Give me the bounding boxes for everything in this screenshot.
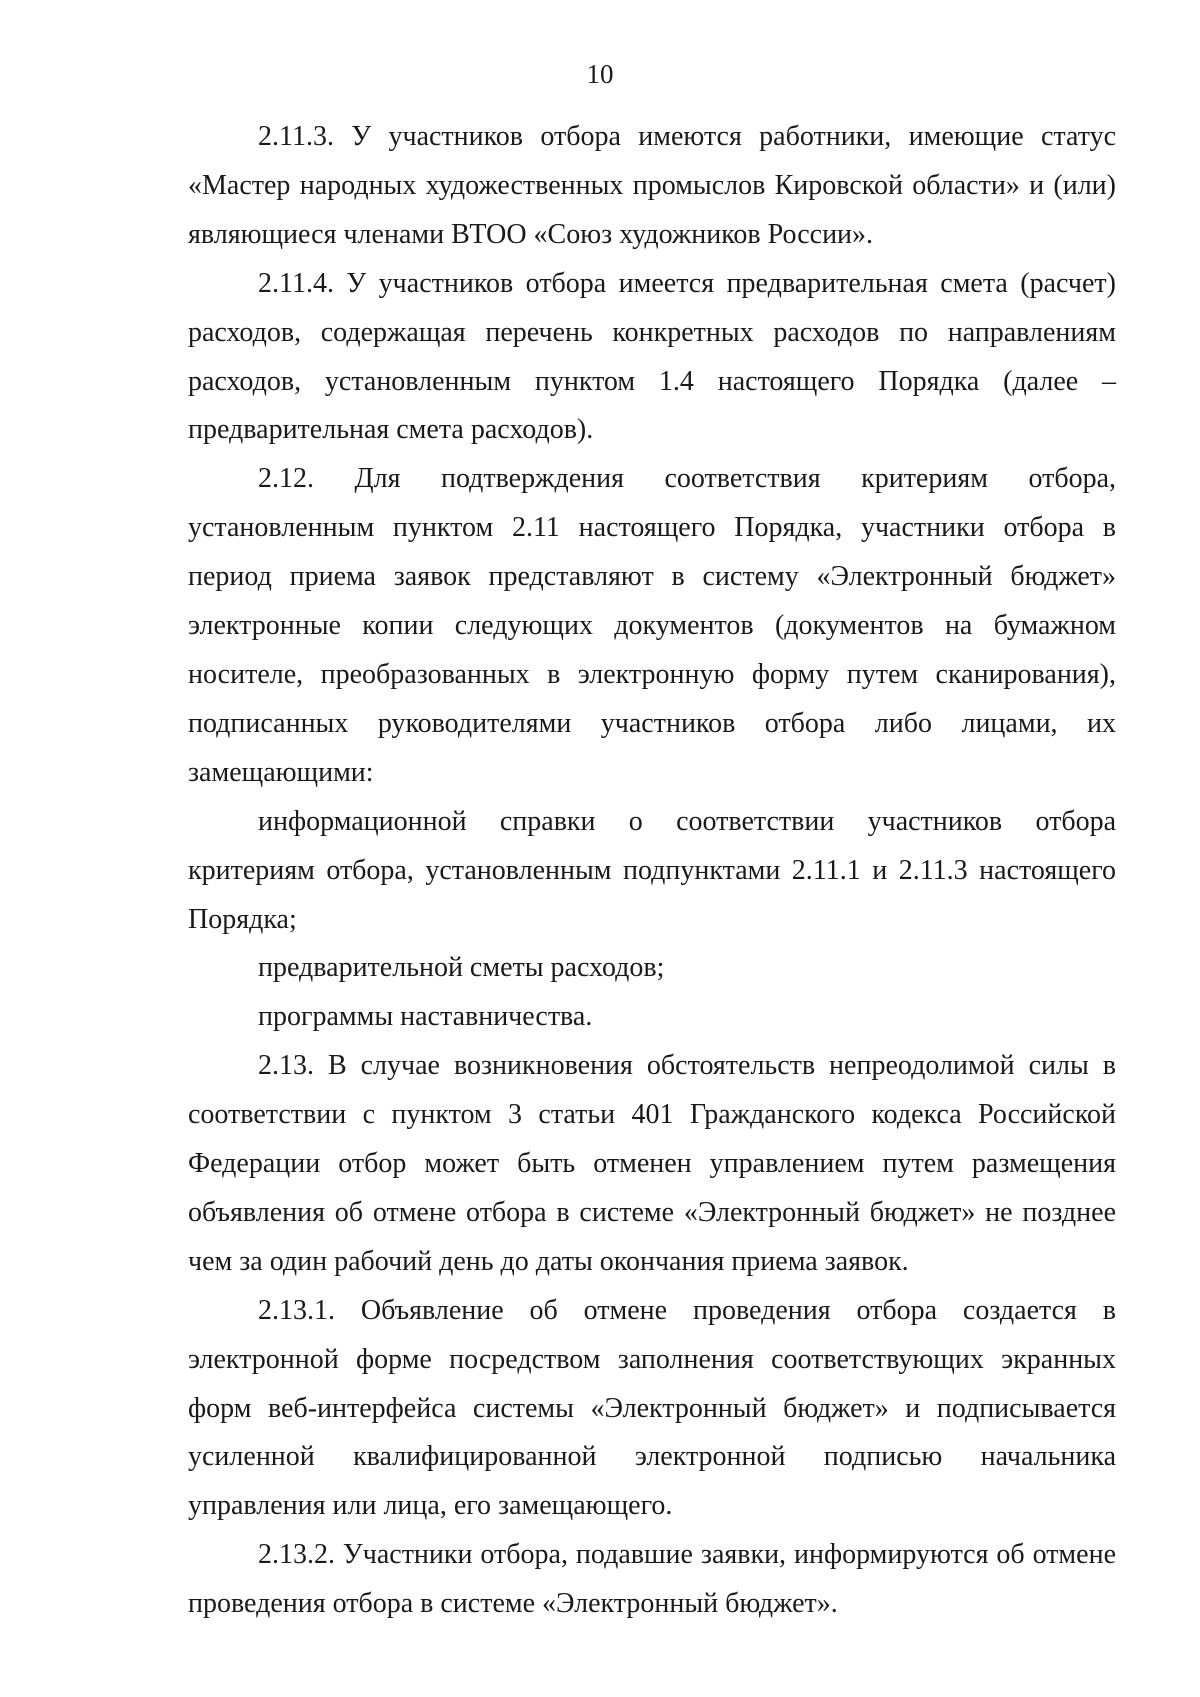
document-body (188, 113, 1116, 1629)
paragraph-2-13: 2.13. В случае возникновения обстоятельств непреодолимой силы в соответствии с пунктом 3 статьи 401 Гражданского кодекса Российской Федерации отбор может быть отменен управлением путем размещения объявления об отмене отбора в системе «Электронный бюджет» не позднее чем за один рабочий день до даты окончания приема заявок. (188, 1050, 1116, 1277)
paragraph-2-13-2: 2.13.2. Участники отбора, подавшие заявки, информируются об отмене проведения отбора в системе «Электронный бюджет». (188, 1539, 1116, 1620)
paragraph-2-12: 2.12. Для подтверждения соответствия критериям отбора, установленным пунктом 2.11 настоящего Порядка, участники отбора в период приема заявок представляют в систему «Электронный бюджет» электронные копии следующих документов (документов на бумажном носителе, преобразованных в электронную форму путем сканирования), подписанных руководителями участников отбора либо лицами, их замещающими: (188, 463, 1116, 788)
list-item-mentoring-program: программы наставничества. (258, 1001, 593, 1033)
paragraph-2-11-4: 2.11.4. У участников отбора имеется предварительная смета (расчет) расходов, содержащая перечень конкретных расходов по направлениям расходов, установленным пунктом 1.4 настоящего Порядка (далее – предварительная смета расходов). (188, 267, 1116, 446)
list-item-info-certificate: информационной справки о соответствии участников отбора критериям отбора, установленным подпунктами 2.11.1 и 2.11.3 настоящего Порядка; (188, 805, 1116, 935)
paragraph-2-11-3: 2.11.3. У участников отбора имеются работники, имеющие статус «Мастер народных художественных промыслов Кировской области» и (или) являющиеся членами ВТОО «Союз художников России». (188, 121, 1116, 250)
page-number: 10 (586, 59, 614, 89)
list-item-cost-estimate: предварительной сметы расходов; (258, 952, 665, 984)
paragraph-2-13-1: 2.13.1. Объявление об отмене проведения отбора создается в электронной форме посредством заполнения соответствующих экранных форм веб-интерфейса системы «Электронный бюджет» и подписывается усиленной квалифицированной электронной подписью начальника управления или лица, его замещающего. (188, 1294, 1116, 1522)
